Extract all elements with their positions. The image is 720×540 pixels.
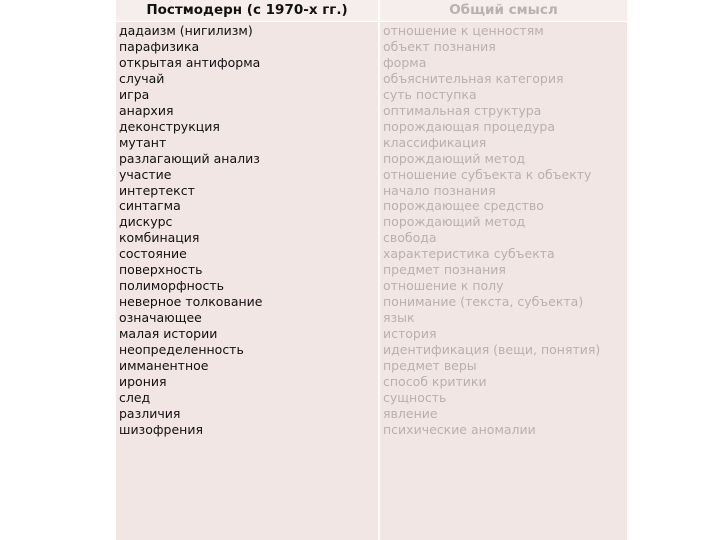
- meaning-term: явление: [383, 405, 438, 421]
- meaning-term: способ критики: [383, 373, 487, 389]
- meaning-term: порождающий метод: [383, 150, 526, 166]
- postmodern-term: дадаизм (нигилизм): [119, 23, 253, 38]
- meaning-term: порождающее средство: [383, 198, 544, 214]
- meaning-term: классификация: [383, 134, 487, 150]
- postmodern-term: ирония: [119, 373, 167, 389]
- meaning-term: сущность: [383, 389, 447, 405]
- meaning-column: [380, 22, 627, 540]
- postmodern-term: малая истории: [119, 326, 218, 342]
- postmodern-term: дискурс: [119, 214, 173, 230]
- postmodern-term: поверхность: [119, 262, 203, 278]
- postmodern-term: полиморфность: [119, 278, 224, 294]
- postmodern-term: игра: [119, 86, 150, 102]
- meaning-term: отношение к полу: [383, 278, 504, 294]
- postmodern-term: парафизика: [119, 38, 200, 54]
- header-general-meaning: Общий смысл: [449, 2, 558, 18]
- meaning-term: отношение субъекта к объекту: [383, 166, 592, 182]
- postmodern-term: мутант: [119, 134, 167, 150]
- postmodern-term: неверное толкование: [119, 294, 263, 310]
- meaning-term: предмет веры: [383, 357, 477, 373]
- meaning-term: порождающий метод: [383, 214, 526, 230]
- postmodern-term: разлагающий анализ: [119, 150, 260, 166]
- postmodern-term: означающее: [119, 310, 202, 326]
- postmodern-term: интертекст: [119, 182, 195, 198]
- postmodern-term: деконструкция: [119, 118, 220, 134]
- meaning-term: порождающая процедура: [383, 118, 556, 134]
- postmodern-term: состояние: [119, 246, 187, 262]
- comparison-table: [115, 0, 628, 540]
- postmodern-column: [116, 22, 378, 540]
- meaning-term: язык: [383, 310, 415, 326]
- meaning-term: начало познания: [383, 182, 496, 198]
- postmodern-term: открытая антиформа: [119, 54, 261, 70]
- postmodern-term: след: [119, 389, 151, 405]
- meaning-term: свобода: [383, 230, 437, 246]
- column-divider: [378, 0, 380, 540]
- table-body-row: [116, 22, 627, 540]
- meaning-term: оптимальная структура: [383, 102, 542, 118]
- meaning-term: психические аномалии: [383, 421, 536, 437]
- postmodern-term: имманентное: [119, 357, 209, 373]
- meaning-term: объяснительная категория: [383, 70, 564, 86]
- table-header-row: [116, 0, 627, 21]
- meaning-term: понимание (текста, субъекта): [383, 294, 584, 310]
- postmodern-term: неопределенность: [119, 342, 244, 357]
- meaning-term: объект познания: [383, 38, 496, 54]
- postmodern-term: различия: [119, 405, 181, 421]
- postmodern-term: комбинация: [119, 230, 200, 246]
- postmodern-term: шизофрения: [119, 421, 203, 437]
- meaning-term: характеристика субъекта: [383, 246, 555, 262]
- meaning-term: форма: [383, 54, 427, 70]
- meaning-term: суть поступка: [383, 86, 477, 102]
- meaning-term: идентификация (вещи, понятия): [383, 342, 601, 357]
- postmodern-term: участие: [119, 166, 172, 182]
- header-postmodern: Постмодерн (с 1970-х гг.): [146, 2, 348, 18]
- postmodern-term: анархия: [119, 102, 174, 118]
- postmodern-term: синтагма: [119, 198, 181, 214]
- meaning-term: предмет познания: [383, 262, 506, 278]
- meaning-term: история: [383, 326, 437, 342]
- meaning-term: отношение к ценностям: [383, 23, 544, 38]
- postmodern-term: случай: [119, 70, 165, 86]
